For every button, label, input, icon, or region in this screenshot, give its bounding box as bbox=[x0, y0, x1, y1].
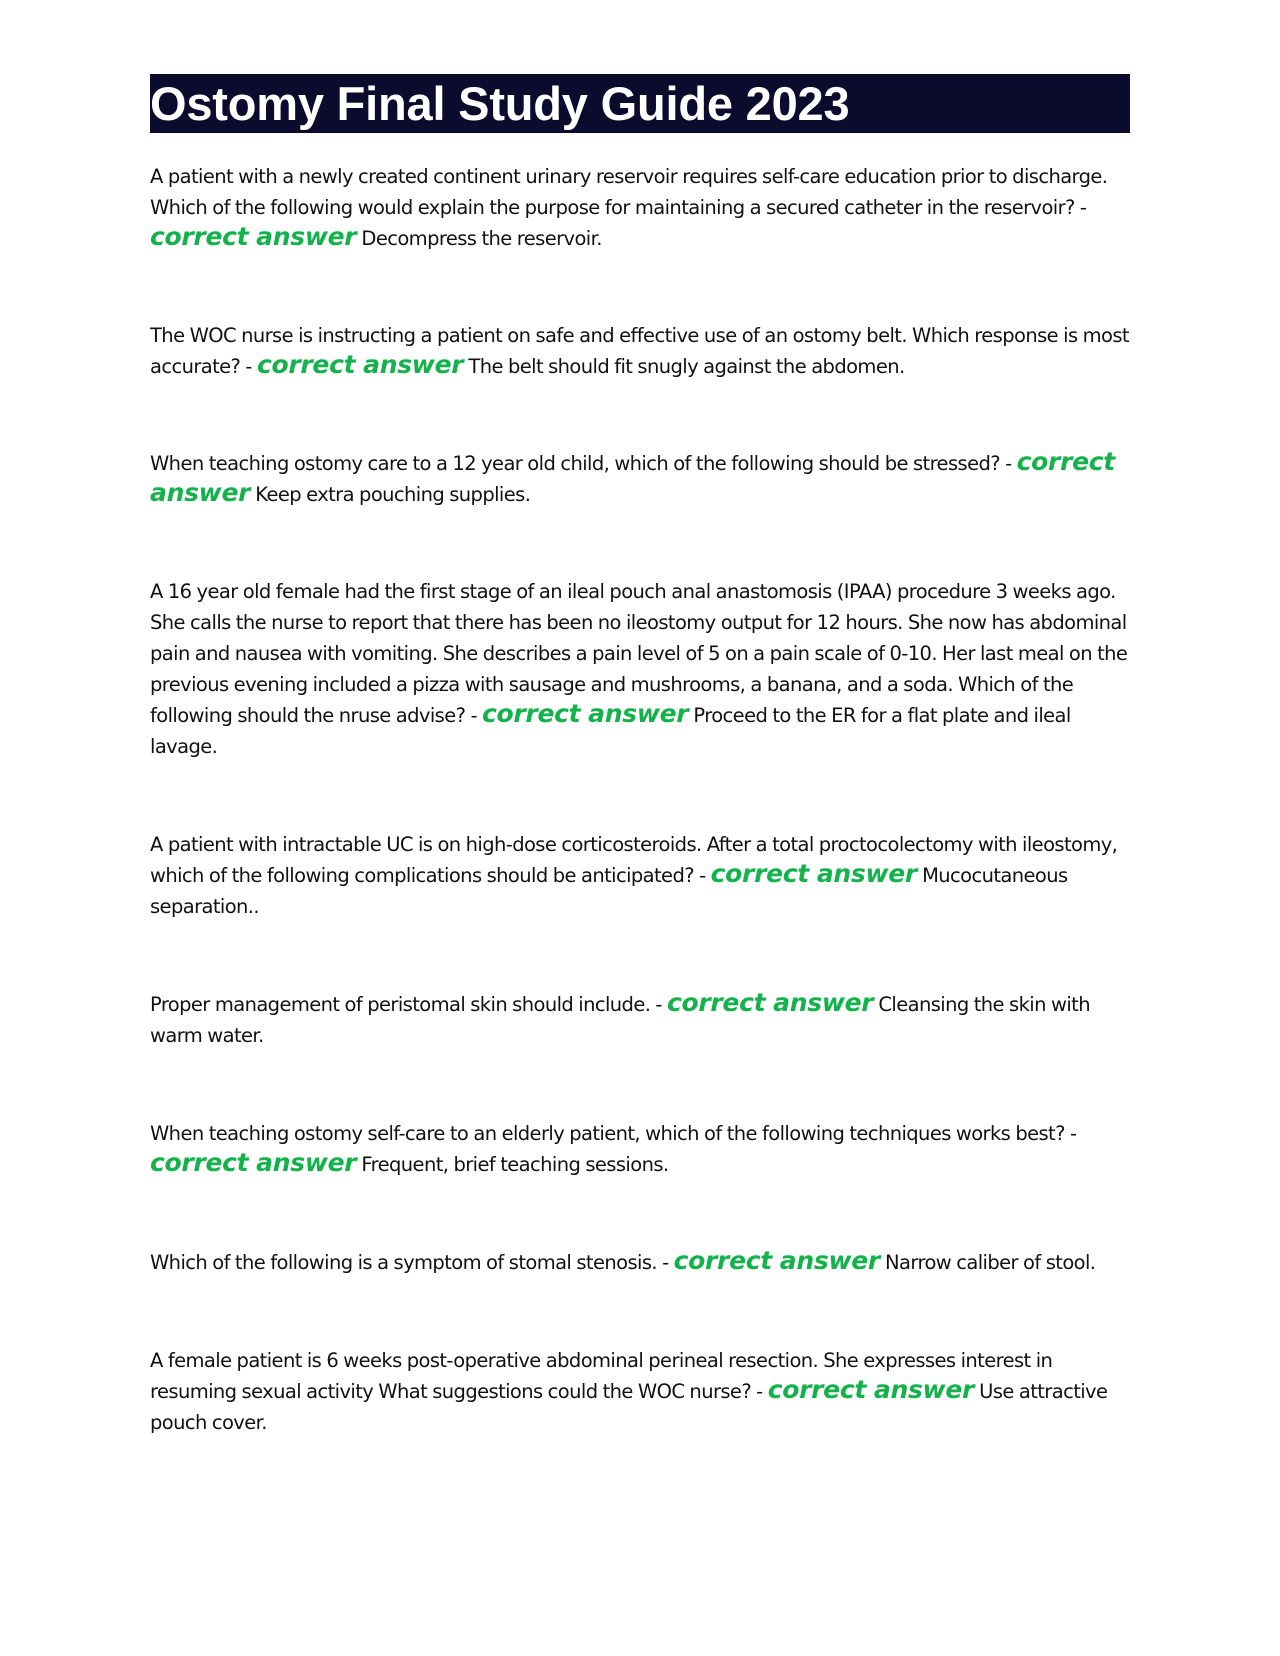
answer-text: Keep extra pouching supplies. bbox=[255, 483, 531, 506]
qa-item bbox=[150, 989, 1130, 1051]
qa-item bbox=[150, 1345, 1130, 1438]
correct-answer-label: correct answer bbox=[150, 222, 357, 251]
answer-text: Cleansing the skin with warm water. bbox=[150, 993, 1090, 1047]
answer-text: The belt should fit snugly against the abdomen. bbox=[468, 355, 905, 378]
qa-item bbox=[150, 161, 1130, 254]
answer-text: Proceed to the ER for a flat plate and ileal lavage. bbox=[150, 704, 1071, 758]
correct-answer-label: correct answer bbox=[710, 859, 917, 888]
qa-item bbox=[150, 320, 1130, 382]
correct-answer-label: correct answer bbox=[256, 350, 464, 379]
correct-answer-label: correct answer bbox=[673, 1246, 880, 1275]
question-text: Which of the following is a symptom of stomal stenosis. - bbox=[150, 1251, 669, 1274]
question-text: A 16 year old female had the first stage of an ileal pouch anal anastomosis (IPAA) procedure 3 weeks ago. She calls the nurse to report that there has been no ileostomy output for 12 hours. She now has abdominal pain and nausea with vomiting. She describes a pain level of 5 on a pain scale of 0-10. Her last meal on the previous evening included a pizza with sausage and mushrooms, a banana, and a soda. Which of the following should the nruse advise? - bbox=[150, 580, 1128, 727]
answer-text: Decompress the reservoir. bbox=[361, 227, 602, 250]
answer-text: Mucocutaneous separation.. bbox=[150, 864, 1068, 918]
document-page bbox=[150, 74, 1130, 1438]
correct-answer-label: correct answer bbox=[666, 988, 874, 1017]
qa-item bbox=[150, 1247, 1130, 1278]
correct-answer-label: correct answer bbox=[150, 447, 1115, 507]
question-text: Proper management of peristomal skin should include. - bbox=[150, 993, 662, 1016]
qa-item bbox=[150, 448, 1130, 510]
question-text: A female patient is 6 weeks post-operative abdominal perineal resection. She expresses interest in resuming sexual activity What suggestions could the WOC nurse? - bbox=[150, 1349, 1053, 1403]
question-text: A patient with a newly created continent urinary reservoir requires self-care education prior to discharge. Which of the following would explain the purpose for maintaining a secured catheter in the reservoir? - bbox=[150, 165, 1108, 219]
answer-text: Narrow caliber of stool. bbox=[885, 1251, 1096, 1274]
question-text: A patient with intractable UC is on high-dose corticosteroids. After a total proctocolectomy with ileostomy, which of the following complications should be anticipated? - bbox=[150, 833, 1118, 887]
qa-item bbox=[150, 829, 1130, 922]
answer-text: Use attractive pouch cover. bbox=[150, 1380, 1108, 1434]
correct-answer-label: correct answer bbox=[482, 699, 689, 728]
qa-item bbox=[150, 576, 1130, 762]
qa-list bbox=[150, 161, 1130, 1438]
correct-answer-label: correct answer bbox=[767, 1375, 975, 1404]
question-text: When teaching ostomy self-care to an elderly patient, which of the following techniques works best? - bbox=[150, 1122, 1077, 1145]
question-text: When teaching ostomy care to a 12 year old child, which of the following should be stressed? - bbox=[150, 452, 1012, 475]
qa-item bbox=[150, 1118, 1130, 1180]
question-text: The WOC nurse is instructing a patient on safe and effective use of an ostomy belt. Which response is most accurate? - bbox=[150, 324, 1129, 378]
document-title: Ostomy Final Study Guide 2023 bbox=[150, 74, 1130, 133]
answer-text: Frequent, brief teaching sessions. bbox=[361, 1153, 669, 1176]
correct-answer-label: correct answer bbox=[150, 1148, 357, 1177]
